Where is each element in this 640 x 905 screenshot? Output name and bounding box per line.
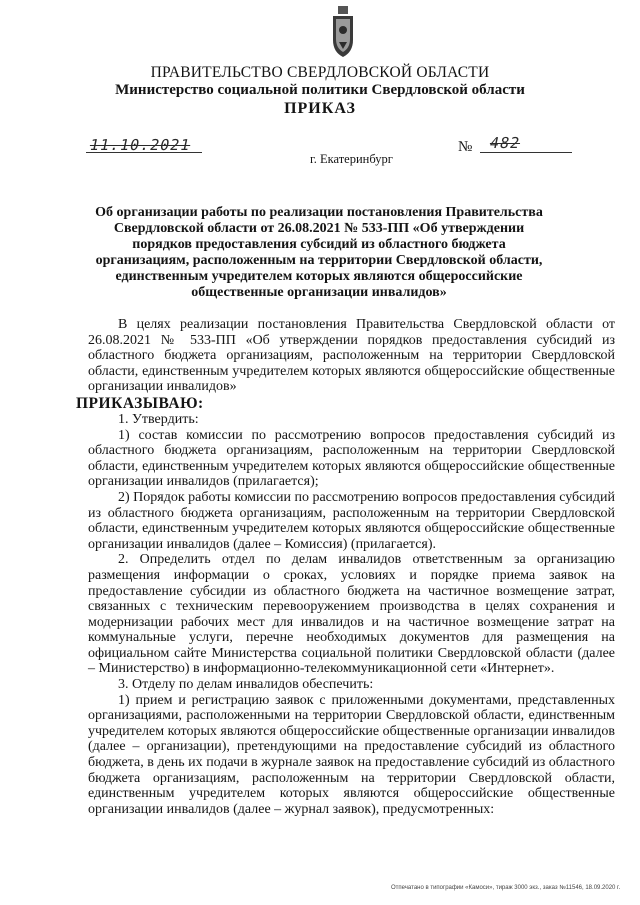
handwritten-date: 11.10.2021 [88, 136, 193, 154]
document-title: Об организации работы по реализации постановления Правительства Свердловской области от 26.08.2021 № 533-ПП «Об утверждении порядков предоставления субсидий из областного бюджета организациям, расположенным на территории Свердловской области, единственным учредителем которых являются общероссийские общественные организации инвалидов» [95, 205, 543, 300]
paragraph-order: ПРИКАЗЫВАЮ: [76, 394, 204, 412]
paragraph-item-1-1: 1) состав комиссии по рассмотрению вопросов предоставления субсидий из областного бюджета организациям, расположенным на территории Свердловской области, единственным учредителем которых являются общероссийские общественные организации инвалидов (прилагается); [88, 427, 615, 490]
ministry-name: Министерство социальной политики Свердловской области [115, 82, 525, 98]
paragraph-item-3: 3. Отделу по делам инвалидов обеспечить: [118, 677, 374, 693]
paragraph-item-2: 2. Определить отдел по делам инвалидов ответственным за организацию размещения информации о сроках, условиях и порядке приема заявок на предоставление субсидии из областного бюджета на частичное возмещение затрат, связанных с техническим перевооружением производства в целях сохранения и модернизации рабочих мест для инвалидов и на частичное возмещение затрат на коммунальные услуги, перечне необходимых документов для размещения на официальном сайте Министерства социальной политики Свердловской области (далее – Министерство) в информационно-телекоммуникационной сети «Интернет». [88, 552, 615, 677]
document-type: ПРИКАЗ [284, 100, 356, 117]
city: г. Екатеринбург [310, 152, 393, 166]
number-label: № [458, 139, 473, 155]
coat-of-arms-emblem [331, 6, 355, 58]
print-footer: Отпечатано в типографии «Камоси», тираж 3000 экз., заказ №11546, 18.09.2020 г. [391, 885, 621, 891]
paragraph-preamble: В целях реализации постановления Правительства Свердловской области от 26.08.2021 № 533-ПП «Об утверждении порядков предоставления субсидий из областного бюджета организациям, расположенным на территории Свердловской области, единственным учредителем которых являются общероссийские общественные организации инвалидов» [88, 317, 615, 395]
paragraph-item-3-1: 1) прием и регистрацию заявок с приложенными документами, представленных организациями, расположенными на территории Свердловской области, единственным учредителем которых являются общероссийские общественные организации инвалидов (далее – организации), претендующими на предоставление субсидий из областного бюджета, в день их подачи в журнале заявок на предоставление субсидий из областного бюджета организациям, расположенным на территории Свердловской области, единственным учредителем которых являются общероссийские общественные организации инвалидов (далее – журнал заявок), предусмотренных: [88, 692, 615, 817]
paragraph-item-1: 1. Утвердить: [118, 411, 199, 427]
handwritten-number: 482 [488, 134, 523, 152]
document-body [76, 317, 615, 817]
government-name: ПРАВИТЕЛЬСТВО СВЕРДЛОВСКОЙ ОБЛАСТИ [150, 64, 490, 81]
paragraph-item-1-2: 2) Порядок работы комиссии по рассмотрению вопросов предоставления субсидий из областного бюджета организациям, расположенным на территории Свердловской области, единственным учредителем которых являются общероссийские общественные организации инвалидов (далее – Комиссия) (прилагается). [88, 489, 615, 552]
